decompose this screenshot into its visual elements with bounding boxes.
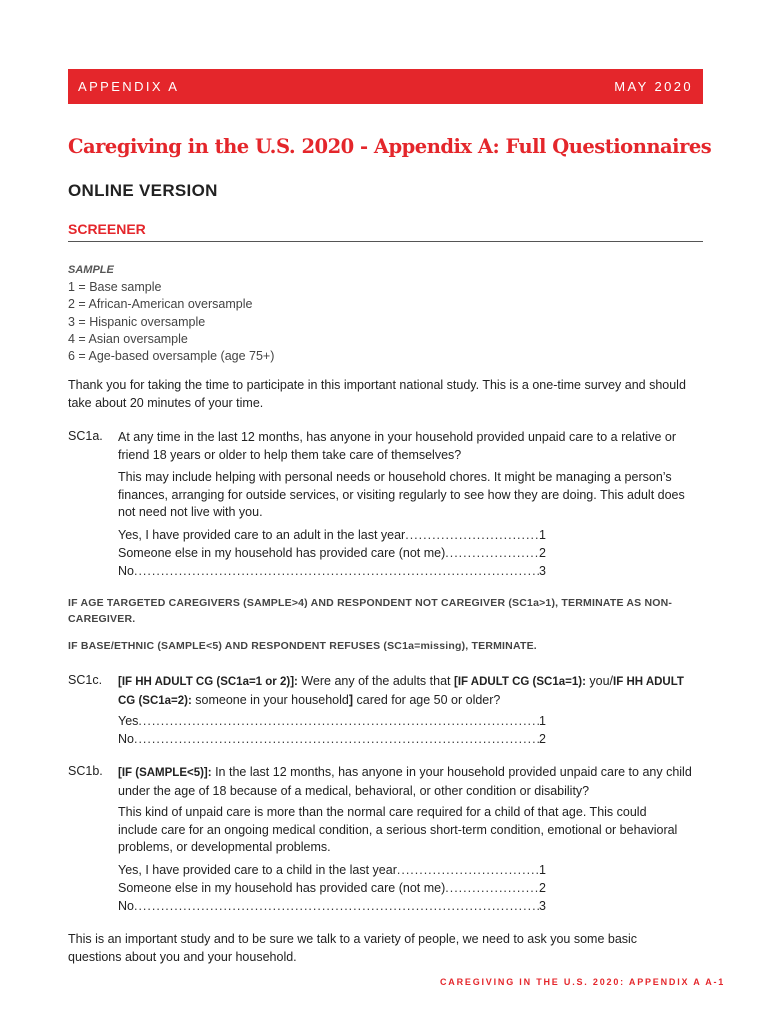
header-left: APPENDIX A — [78, 79, 180, 94]
section-divider — [68, 241, 703, 242]
instruction-terminate: IF AGE TARGETED CAREGIVERS (SAMPLE>4) AND RESPONDENT NOT CAREGIVER (SC1a>1), TERMINATE AS NON-CAREGIVER. — [68, 597, 673, 625]
question-note-sc1a: This may include helping with personal needs or household chores. It might be managing a person’s finances, arranging for outside services, or visiting regularly to see how they are doing. This adult does not need not live with you. — [118, 470, 685, 519]
sample-item: 6 = Age-based oversample (age 75+) — [68, 349, 275, 364]
answer-option: No ..... 2 — [118, 731, 546, 749]
question-number-sc1c: SC1c. — [68, 673, 103, 687]
sample-item: 4 = Asian oversample — [68, 331, 188, 346]
sample-item: 2 = African-American oversample — [68, 297, 253, 312]
header-banner — [68, 69, 703, 104]
sample-item: 1 = Base sample — [68, 280, 162, 295]
question-text-sc1a: At any time in the last 12 months, has anyone in your household provided unpaid care to a relative or friend 18 years or older to help them take care of themselves? — [118, 430, 676, 462]
intro-paragraph: Thank you for taking the time to participate in this important national study. This is a one-time survey and should take about 20 minutes of your time. — [68, 378, 686, 410]
page-footer: CAREGIVING IN THE U.S. 2020: APPENDIX A A-1 — [440, 977, 726, 987]
question-note-sc1b: This kind of unpaid care is more than the normal care required for a child of that age. This could include care for an ongoing medical condition, a serious short-term condition, emotional or behavioral problems, or developmental problems. — [118, 805, 678, 854]
answer-option: Someone else in my household has provided care (not me) ..... 2 — [118, 545, 546, 563]
answer-option: No ..... 3 — [118, 898, 546, 916]
answer-option: No ..... 3 — [118, 563, 546, 581]
document-title: Caregiving in the U.S. 2020 - Appendix A: Full Questionnaires — [68, 135, 712, 158]
sample-block — [68, 262, 274, 365]
question-text-sc1b: [IF (SAMPLE<5)]: In the last 12 months, has anyone in your household provided unpaid care to any child under the age of 18 because of a medical, behavioral, or other condition or disability? — [118, 765, 692, 798]
question-number-sc1a: SC1a. — [68, 429, 103, 443]
closing-paragraph: This is an important study and to be sure we talk to a variety of people, we need to ask you some basic questions about you and your household. — [68, 932, 638, 964]
question-number-sc1b: SC1b. — [68, 764, 103, 778]
instruction-terminate: IF BASE/ETHNIC (SAMPLE<5) AND RESPONDENT REFUSES (SC1a=missing), TERMINATE. — [68, 640, 537, 652]
sample-label: SAMPLE — [68, 264, 114, 276]
sample-item: 3 = Hispanic oversample — [68, 314, 206, 329]
answer-option: Yes, I have provided care to an adult in the last year ..... 1 — [118, 527, 546, 545]
section-heading: SCREENER — [68, 221, 146, 237]
answer-option: Yes ..... 1 — [118, 713, 546, 731]
version-heading: ONLINE VERSION — [68, 181, 218, 200]
answer-option: Yes, I have provided care to a child in the last year ..... 1 — [118, 862, 546, 880]
answer-option: Someone else in my household has provided care (not me) ..... 2 — [118, 880, 546, 898]
question-text-sc1c: [IF HH ADULT CG (SC1a=1 or 2)]: Were any of the adults that [IF ADULT CG (SC1a=1): you/IF HH ADULT CG (SC1a=2): someone in your household] cared for age 50 or older? — [118, 674, 684, 707]
header-right: MAY 2020 — [614, 79, 693, 94]
